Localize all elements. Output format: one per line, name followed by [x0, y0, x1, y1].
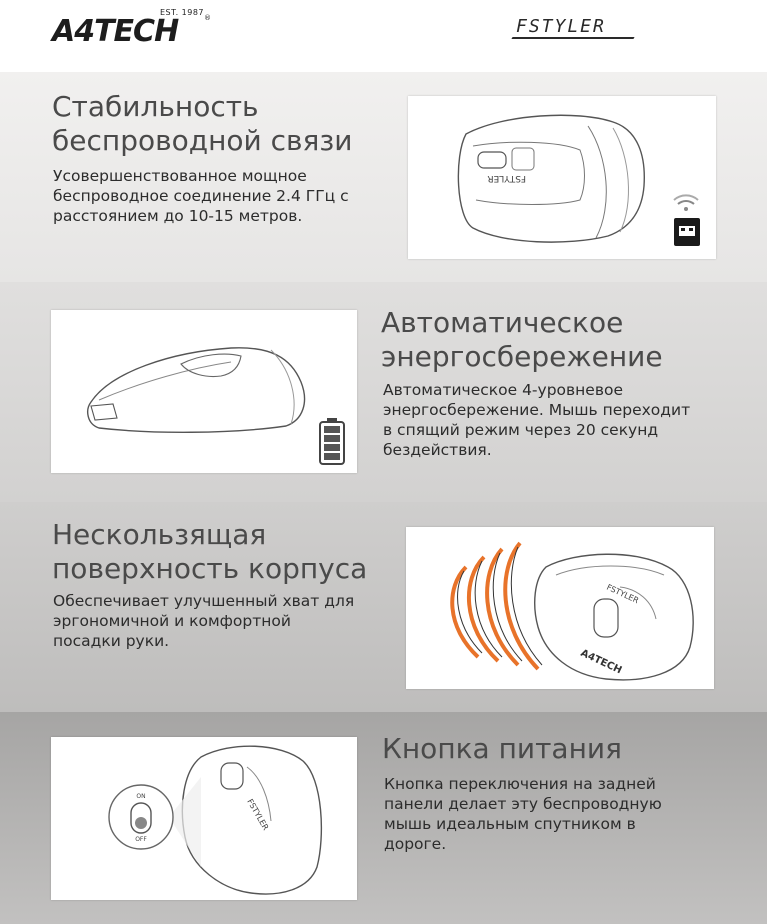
mouse-brand-text: A4TECH [578, 647, 624, 677]
title-line: энергосбережение [381, 340, 663, 373]
brand-name: A4TECH [52, 14, 179, 49]
desc-line: в спящий режим через 20 секунд [383, 421, 659, 439]
desc-line: мышь идеальным спутником в [384, 815, 636, 833]
grip-texture-icon [452, 543, 542, 669]
desc-line: посадки руки. [53, 632, 170, 650]
title-line: Стабильность [52, 90, 259, 123]
mouse-model-text: FSTYLER [245, 797, 271, 832]
page-header [0, 0, 767, 72]
mouse-side-illustration [51, 310, 357, 473]
wifi-icon [674, 195, 698, 211]
feature-power-button [0, 712, 767, 924]
desc-line: беспроводное соединение 2.4 ГГц с [53, 187, 349, 205]
feature-wireless [0, 72, 767, 282]
desc-line: Автоматическое 4-уровневое [383, 381, 623, 399]
fstyler-logo: FSTYLER [516, 16, 606, 37]
battery-icon [320, 418, 344, 464]
brand-established: EST. 1987 [160, 8, 205, 17]
feature-description [53, 166, 349, 226]
desc-line: эргономичной и комфортной [53, 612, 291, 630]
switch-on-label: ON [136, 793, 146, 800]
usb-receiver-icon [674, 218, 700, 246]
desc-line: дороге. [384, 835, 447, 853]
a4tech-logo [52, 8, 212, 49]
feature-description [53, 591, 354, 651]
title-line: поверхность корпуса [52, 552, 368, 585]
title-line: Кнопка питания [382, 732, 622, 765]
mouse-back-illustration [51, 737, 357, 900]
title-line: Автоматическое [381, 306, 624, 339]
desc-line: Кнопка переключения на задней [384, 775, 656, 793]
desc-line: Обеспечивает улучшенный хват для [53, 592, 355, 610]
power-switch-icon [109, 785, 173, 849]
mouse-back-view-image [51, 737, 357, 900]
feature-title [382, 732, 622, 766]
feature-grip [0, 502, 767, 712]
mouse-model-text: FSTYLER [487, 173, 526, 183]
feature-title [52, 518, 367, 586]
desc-line: расстоянием до 10-15 метров. [53, 207, 303, 225]
mouse-model-text: FSTYLER [605, 582, 641, 606]
feature-description [384, 774, 662, 854]
desc-line: Усовершенствованное мощное [53, 167, 307, 185]
title-line: беспроводной связи [52, 124, 353, 157]
feature-power-saving [0, 282, 767, 502]
feature-title [52, 90, 352, 158]
title-line: Нескользящая [52, 518, 267, 551]
feature-description [383, 380, 690, 460]
mouse-grip-image [406, 527, 714, 689]
mouse-grip-illustration [406, 527, 714, 689]
registered-mark: ® [204, 14, 211, 22]
feature-title [381, 306, 663, 374]
switch-off-label: OFF [135, 836, 147, 843]
mouse-top-illustration [408, 96, 716, 259]
desc-line: бездействия. [383, 441, 492, 459]
mouse-top-view-image [408, 96, 716, 259]
mouse-side-view-image [51, 310, 357, 473]
desc-line: панели делает эту беспроводную [384, 795, 662, 813]
desc-line: энергосбережение. Мышь переходит [383, 401, 691, 419]
